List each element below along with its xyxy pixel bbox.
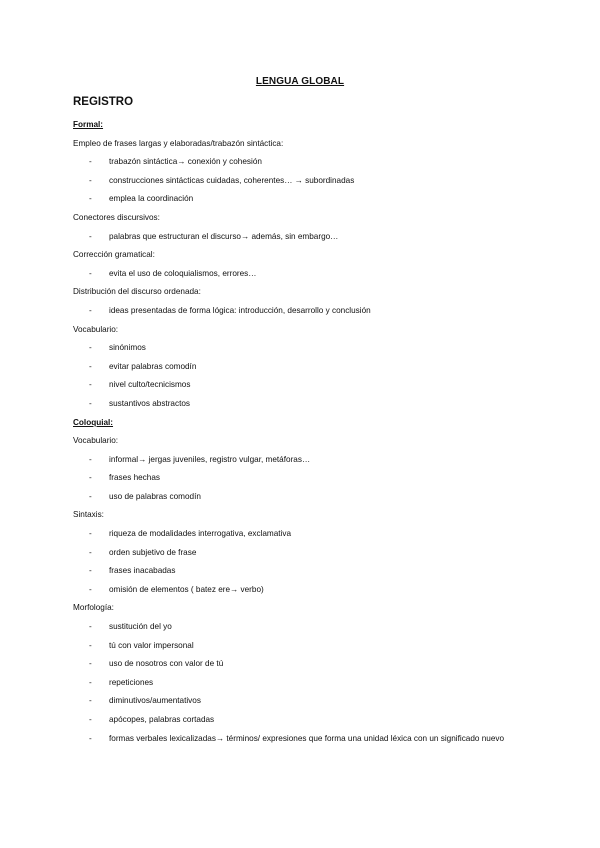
dash-bullet: - <box>89 361 92 371</box>
list-item-text: apócopes, palabras cortadas <box>109 715 215 724</box>
list-item-text: sustantivos abstractos <box>109 398 191 408</box>
list-item-text: nivel culto/tecnicismos <box>109 380 191 390</box>
list-item-text: diminutivos/aumentativos <box>109 696 201 706</box>
list-item-text: emplea la coordinación <box>109 194 194 204</box>
list-item <box>73 265 543 284</box>
group-label: Corrección gramatical: <box>73 250 155 260</box>
group-label: Conectores discursivos: <box>73 212 160 222</box>
dash-bullet: - <box>89 343 92 353</box>
list-item <box>73 618 543 637</box>
list-item-text: informal→ jergas juveniles, registro vulgar, metáforas… <box>109 454 311 464</box>
list-item-text: palabras que estructuran el discurso→ además, sin embargo… <box>109 231 339 241</box>
dash-bullet: - <box>89 640 92 650</box>
page-title: LENGUA GLOBAL <box>255 76 345 87</box>
list-item-text: construcciones sintácticas cuidadas, coherentes… → subordinadas <box>109 175 355 185</box>
list-item-text: orden subjetivo de frase <box>109 547 197 557</box>
list-item <box>73 339 543 358</box>
list-item <box>73 692 543 711</box>
list-item <box>73 562 543 581</box>
dash-bullet: - <box>89 715 92 724</box>
list-item-text: sustitución del yo <box>109 622 172 632</box>
list-item-text: trabazón sintáctica→ conexión y cohesión <box>109 157 262 167</box>
group-label: Empleo de frases largas y elaboradas/trabazón sintáctica: <box>73 138 284 148</box>
dash-bullet: - <box>89 733 92 743</box>
dash-bullet: - <box>89 194 92 204</box>
dash-bullet: - <box>89 584 92 594</box>
list-item-text: tú con valor impersonal <box>109 640 194 650</box>
dash-bullet: - <box>89 175 92 185</box>
list-item <box>73 730 543 749</box>
list-item-text: uso de nosotros con valor de tú <box>109 659 224 669</box>
list-item <box>73 395 543 414</box>
list-item-text: frases hechas <box>109 473 160 483</box>
group-label: Sintaxis: <box>73 510 104 520</box>
list-item <box>73 172 543 191</box>
list-item <box>73 153 543 172</box>
dash-bullet: - <box>89 566 92 576</box>
list-item <box>73 451 543 470</box>
list-item <box>73 376 543 395</box>
dash-bullet: - <box>89 380 92 390</box>
list-item <box>73 302 543 321</box>
dash-bullet: - <box>89 529 92 539</box>
dash-bullet: - <box>89 231 92 241</box>
list-item-text: repeticiones <box>109 677 154 687</box>
dash-bullet: - <box>89 268 92 278</box>
document-content <box>73 116 543 748</box>
list-item <box>73 655 543 674</box>
list-item <box>73 711 543 730</box>
list-item <box>73 581 543 600</box>
dash-bullet: - <box>89 622 92 632</box>
list-item <box>73 544 543 563</box>
list-item <box>73 358 543 377</box>
dash-bullet: - <box>89 398 92 408</box>
list-item-text: evita el uso de coloquialismos, errores… <box>109 268 257 278</box>
section-heading-registro: REGISTRO <box>73 96 134 108</box>
list-item <box>73 190 543 209</box>
list-item-text: frases inacabadas <box>109 566 176 576</box>
list-item <box>73 525 543 544</box>
list-item <box>73 488 543 507</box>
dash-bullet: - <box>89 305 92 315</box>
list-item-text: sinónimos <box>109 343 146 353</box>
section-formal-label: Formal: <box>73 120 104 129</box>
list-item <box>73 637 543 656</box>
list-item <box>73 228 543 247</box>
group-label: Morfología: <box>73 603 114 613</box>
list-item-text: riqueza de modalidades interrogativa, exclamativa <box>109 529 292 539</box>
list-item-text: uso de palabras comodín <box>109 491 201 501</box>
list-item-text: ideas presentadas de forma lógica: introducción, desarrollo y conclusión <box>109 305 371 315</box>
list-item <box>73 674 543 693</box>
dash-bullet: - <box>89 547 92 557</box>
dash-bullet: - <box>89 659 92 669</box>
dash-bullet: - <box>89 454 92 464</box>
list-item-text: formas verbales lexicalizadas→ términos/ expresiones que forma una unidad léxica con un significado nuevo <box>109 733 505 743</box>
list-item-text: omisión de elementos ( batez ere→ verbo) <box>109 584 264 594</box>
section-coloquial-label: Coloquial: <box>73 417 114 427</box>
list-item <box>73 469 543 488</box>
group-label: Vocabulario: <box>73 324 119 334</box>
group-label: Vocabulario: <box>73 436 119 446</box>
dash-bullet: - <box>89 473 92 483</box>
list-item-text: evitar palabras comodín <box>109 361 197 371</box>
dash-bullet: - <box>89 677 92 687</box>
dash-bullet: - <box>89 491 92 501</box>
group-label: Distribución del discurso ordenada: <box>73 287 201 297</box>
dash-bullet: - <box>89 157 92 167</box>
dash-bullet: - <box>89 696 92 706</box>
